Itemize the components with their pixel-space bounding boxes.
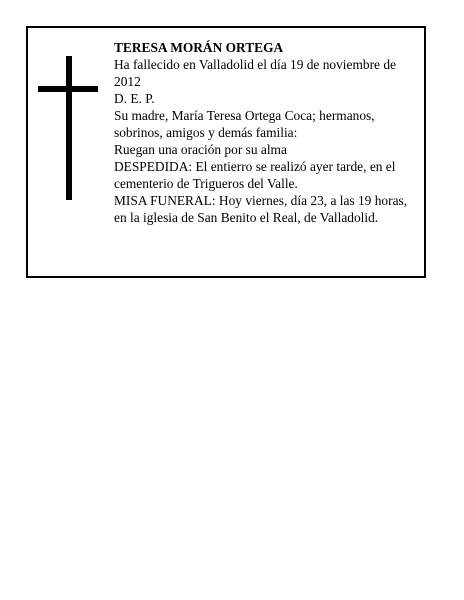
death-statement: Ha fallecido en Valladolid el día 19 de noviembre de 2012 — [114, 57, 396, 89]
farewell-info: DESPEDIDA: El entierro se realizó ayer tarde, en el cementerio de Trigueros del Valle. — [114, 159, 396, 191]
rest-in-peace: D. E. P. — [114, 91, 155, 106]
deceased-name: TERESA MORÁN ORTEGA — [114, 40, 284, 55]
obituary-notice — [26, 26, 426, 278]
cross-horizontal-bar — [38, 86, 98, 92]
notice-text — [114, 39, 418, 226]
funeral-mass-info: MISA FUNERAL: Hoy viernes, día 23, a las 19 horas, en la iglesia de San Benito el Real, de Valladolid. — [114, 193, 408, 225]
prayer-request: Ruegan una oración por su alma — [114, 142, 287, 157]
cross-vertical-bar — [66, 56, 72, 200]
family-statement: Su madre, María Teresa Ortega Coca; hermanos, sobrinos, amigos y demás familia: — [114, 108, 375, 140]
cross-icon — [38, 56, 98, 200]
